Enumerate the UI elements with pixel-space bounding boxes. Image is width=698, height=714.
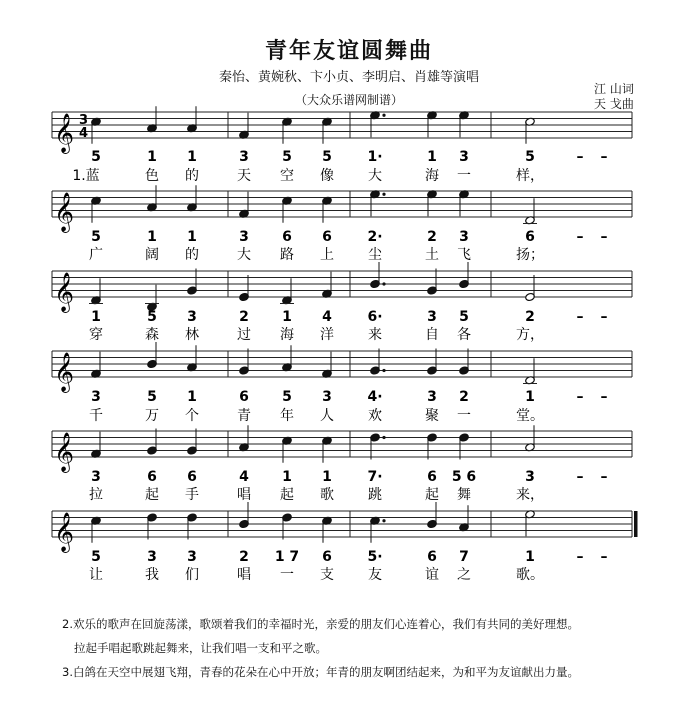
lyric-syllable: 自 (425, 327, 439, 343)
lyric-syllable: 歌 (320, 487, 334, 503)
jianpu-number: 6 (239, 389, 249, 405)
treble-clef-icon: 𝄞 (54, 113, 75, 153)
jianpu-number: 1 (525, 549, 535, 565)
lyric-syllable: 上 (320, 247, 334, 263)
jianpu-number: – (600, 149, 608, 165)
lyric-syllable: 穿 (89, 327, 103, 343)
lyric-syllable: 之 (457, 567, 471, 583)
dot-mark (382, 519, 385, 522)
jianpu-number: 4 (322, 309, 332, 325)
lyric-syllable: 海 (425, 168, 439, 184)
jianpu-number: 6 (147, 469, 157, 485)
jianpu-number: – (576, 389, 584, 405)
treble-clef-icon: 𝄞 (54, 192, 75, 232)
jianpu-number: 1 (525, 389, 535, 405)
lyric-syllable: 唱 (237, 487, 251, 503)
lyric-syllable: 让 (89, 567, 103, 583)
jianpu-number: 3 (187, 309, 197, 325)
lyric-syllable: 尘 (368, 247, 382, 263)
lyric-syllable: 扬； (516, 247, 544, 263)
lyric-syllable: 起 (425, 487, 439, 503)
verse-2-line-2: 拉起手唱起歌跳起舞来，让我们唱一支和平之歌。 (74, 641, 327, 655)
jianpu-number: 1 (187, 389, 197, 405)
verse-2-line-1: 2.欢乐的歌声在回旋荡漾，歌颂着我们的幸福时光，亲爱的朋友们心连着心，我们有共同的美好理想。 (62, 617, 579, 631)
jianpu-number: – (576, 309, 584, 325)
lyric-syllable: 们 (185, 567, 199, 583)
jianpu-number: 5 (282, 149, 292, 165)
lyric-syllable: 各 (457, 327, 471, 343)
dot-mark (382, 193, 385, 196)
lyric-syllable: 欢 (368, 408, 382, 424)
jianpu-number: 6 (282, 229, 292, 245)
jianpu-number: 2 (427, 229, 437, 245)
lyric-syllable: 像 (320, 168, 334, 184)
jianpu-number: 6 (187, 469, 197, 485)
jianpu-number: 5 (91, 149, 101, 165)
lyric-syllable: 人 (320, 408, 334, 424)
jianpu-number: 6 (322, 229, 332, 245)
final-barline (634, 511, 638, 537)
jianpu-number: 3 (427, 389, 437, 405)
lyric-syllable: 一 (457, 168, 471, 184)
jianpu-number: 1 (187, 149, 197, 165)
lyric-syllable: 1.蓝 (72, 168, 100, 184)
treble-clef-icon: 𝄞 (54, 272, 75, 312)
lyric-syllable: 过 (237, 327, 251, 343)
jianpu-number: 4 (239, 469, 249, 485)
jianpu-number: 3 (239, 149, 249, 165)
lyric-syllable: 谊 (425, 567, 439, 583)
lyric-syllable: 一 (457, 408, 471, 424)
lyric-syllable: 友 (368, 567, 382, 583)
lyric-syllable: 聚 (425, 408, 439, 424)
jianpu-number: 1 (147, 149, 157, 165)
lyricist-credit: 江 山词 (594, 82, 634, 96)
jianpu-number: 3 (427, 309, 437, 325)
jianpu-number: 5 (147, 309, 157, 325)
jianpu-number: 6 (427, 469, 437, 485)
jianpu-number: 1 (91, 309, 101, 325)
jianpu-number: – (576, 149, 584, 165)
lyric-syllable: 天 (237, 168, 251, 184)
jianpu-number: – (600, 309, 608, 325)
jianpu-number: – (600, 469, 608, 485)
lyric-syllable: 起 (145, 487, 159, 503)
jianpu-number: 1· (367, 149, 383, 165)
jianpu-number: 5 (282, 389, 292, 405)
jianpu-number: 3 (187, 549, 197, 565)
jianpu-number: 3 (147, 549, 157, 565)
jianpu-number: – (576, 549, 584, 565)
lyric-syllable: 方， (516, 327, 544, 343)
lyric-syllable: 土 (425, 247, 439, 263)
jianpu-number: 1 (187, 229, 197, 245)
lyric-syllable: 色 (145, 168, 159, 184)
jianpu-number: – (600, 229, 608, 245)
lyric-syllable: 空 (280, 168, 294, 184)
lyric-syllable: 的 (185, 168, 199, 184)
jianpu-number: 6 (322, 549, 332, 565)
jianpu-number: 3 (91, 469, 101, 485)
lyric-syllable: 堂。 (516, 408, 544, 424)
jianpu-number: 6 (525, 229, 535, 245)
lyric-syllable: 大 (368, 168, 382, 184)
jianpu-number: 5 (91, 229, 101, 245)
lyric-syllable: 千 (89, 408, 103, 424)
performers-line: 秦怡、黄婉秋、卞小贞、李明启、肖雄等演唱 (218, 70, 479, 85)
jianpu-number: 1 (282, 469, 292, 485)
jianpu-number: 5 (147, 389, 157, 405)
lyric-syllable: 跳 (368, 487, 382, 503)
jianpu-number: 5 (459, 309, 469, 325)
treble-clef-icon: 𝄞 (54, 512, 75, 552)
lyric-syllable: 的 (185, 247, 199, 263)
jianpu-number: 7· (367, 469, 383, 485)
jianpu-number: 4· (367, 389, 383, 405)
lyric-syllable: 个 (185, 408, 199, 424)
jianpu-number: 7 (459, 549, 469, 565)
lyric-syllable: 来， (516, 487, 544, 503)
lyric-syllable: 阔 (145, 247, 159, 263)
lyric-syllable: 林 (185, 327, 199, 343)
lyric-syllable: 我 (145, 567, 159, 583)
verse-3-line-1: 3.白鸽在天空中展翅飞翔，青春的花朵在心中开放；年青的朋友啊团结起来，为和平为友谊献出力量。 (62, 665, 579, 679)
jianpu-number: 2 (239, 549, 249, 565)
lyric-syllable: 舞 (457, 487, 471, 503)
time-signature-bottom: 4 (79, 126, 89, 141)
jianpu-number: – (600, 389, 608, 405)
treble-clef-icon: 𝄞 (54, 352, 75, 392)
lyric-syllable: 路 (280, 247, 294, 263)
jianpu-number: 5· (367, 549, 383, 565)
jianpu-number: – (576, 229, 584, 245)
jianpu-number: 6· (367, 309, 383, 325)
lyric-syllable: 万 (145, 408, 159, 424)
jianpu-number: – (576, 469, 584, 485)
lyric-syllable: 歌。 (516, 567, 544, 583)
jianpu-number: 1 7 (274, 549, 300, 565)
dot-mark (382, 369, 385, 372)
lyric-syllable: 来 (368, 327, 382, 343)
jianpu-number: 3 (459, 149, 469, 165)
lyric-syllable: 森 (145, 327, 159, 343)
jianpu-number: 2 (459, 389, 469, 405)
source-note: （大众乐谱网制谱） (294, 93, 403, 107)
jianpu-number: 3 (239, 229, 249, 245)
lyric-syllable: 样， (516, 168, 544, 184)
lyric-syllable: 一 (280, 567, 294, 583)
treble-clef-icon: 𝄞 (54, 432, 75, 472)
jianpu-number: 3 (322, 389, 332, 405)
jianpu-number: – (600, 549, 608, 565)
song-title: 青年友谊圆舞曲 (264, 39, 433, 64)
jianpu-number: 5 (322, 149, 332, 165)
jianpu-number: 1 (427, 149, 437, 165)
dot-mark (382, 282, 385, 285)
time-signature-top: 3 (79, 113, 89, 128)
jianpu-number: 5 (525, 149, 535, 165)
lyric-syllable: 飞 (457, 247, 471, 263)
dot-mark (382, 436, 385, 439)
jianpu-number: 1 (322, 469, 332, 485)
jianpu-number: 6 (427, 549, 437, 565)
jianpu-number: 1 (147, 229, 157, 245)
jianpu-number: 5 6 (451, 469, 477, 485)
jianpu-number: 5 (91, 549, 101, 565)
jianpu-number: 2 (525, 309, 535, 325)
lyric-syllable: 年 (280, 408, 294, 424)
lyric-syllable: 支 (320, 567, 334, 583)
lyric-syllable: 青 (237, 408, 251, 424)
lyric-syllable: 大 (237, 247, 251, 263)
lyric-syllable: 唱 (237, 567, 251, 583)
dot-mark (382, 114, 385, 117)
lyric-syllable: 手 (185, 487, 199, 503)
jianpu-number: 2 (239, 309, 249, 325)
jianpu-number: 3 (525, 469, 535, 485)
jianpu-number: 1 (282, 309, 292, 325)
lyric-syllable: 广 (89, 247, 103, 263)
jianpu-number: 2· (367, 229, 383, 245)
lyric-syllable: 拉 (89, 487, 103, 503)
composer-credit: 天 戈曲 (594, 97, 634, 111)
lyric-syllable: 海 (280, 327, 294, 343)
jianpu-number: 3 (91, 389, 101, 405)
lyric-syllable: 起 (280, 487, 294, 503)
lyric-syllable: 洋 (320, 327, 334, 343)
jianpu-number: 3 (459, 229, 469, 245)
